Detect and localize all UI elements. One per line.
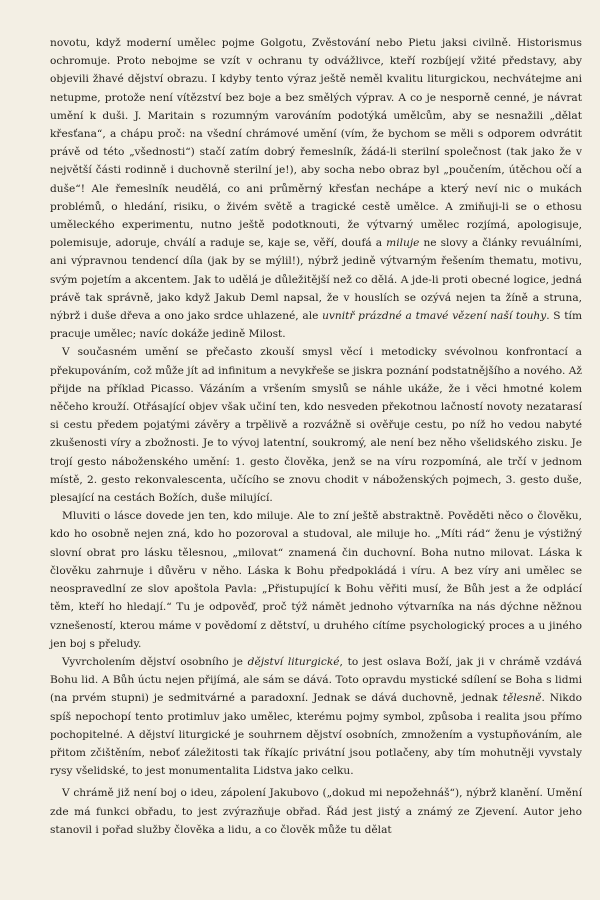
text-run: V chrámě již není boj o ideu, zápolení Jakubovo („dokud mi nepožehnáš“), nýbrž klanění. Umění zde má funkci obřadu, to jest zvýrazňuje obřad. Řád jest jistý a známý ze Zjevení. Autor jeho stanovil i pořad služby člověka a lidu, a co člověk může tu dělat xyxy=(50,787,582,836)
text-run: novotu, když moderní umělec pojme Golgotu, Zvěstování nebo Pietu jaksi civilně. Historismus ochromuje. Proto nebojme se vzít v ochranu ty odvážlivce, kteří rozbíjejí vžité představy, aby objevili žhavé dějství obrazu. I kdyby tento výraz ještě neměl kvalitu liturgickou, nechvátejme ani netupme, protože není vítězství bez boje a bez smělých výprav. A co je nesporně cenné, je návrat umění k duši. J. Maritain s rozumným varováním podotýká umělcům, aby se nesnažili „dělat křesťana“, a chápu proč: na všední chrámové umění (vím, že bychom se měli s odporem odvrátit právě od této „všednosti“) stačí zatím dobrý řemeslník, žádá-li sterilní společnost (tak jako že v největší části rodinně i duchovně sterilní je!), aby socha nebo obraz byl „poučením, útěchou očí a duše“! Ale řemeslník neudělá, co ani průměrný křesťan nechápe a který neví nic o mukách problémů, o hledání, risiku, o živém světě a tragické cestě umělce. A zmiňuji-li se o ethosu uměleckého experimentu, nutno ještě podotknouti, že výtvarný umělec rozjímá, apologisuje, polemisuje, adoruje, chválí a raduje se, kaje se, věří, doufá a xyxy=(50,37,582,250)
emphasis-text: uvnitř prázdné a tmavé vězení naší touhy xyxy=(322,310,547,323)
emphasis-text: miluje xyxy=(386,237,420,250)
emphasis-text: dějství liturgické xyxy=(247,655,340,668)
paragraph-4 xyxy=(50,653,582,780)
text-run: , to jest oslava Boží, jak ji v chrámě vzdává Bohu lid. A Bůh úctu nejen přijímá, ale sám se dává. Toto opravdu mystické sdílení se Boha s lidmi (na prvém stupni) je sedmitvárné a paradoxní. Jednak se dává duchovně, jednak xyxy=(50,655,582,705)
paragraph-1 xyxy=(50,34,582,343)
text-run: Vyvrcholením dějství osobního je xyxy=(62,655,248,668)
page-body xyxy=(50,34,582,839)
paragraph-3 xyxy=(50,507,582,653)
text-run: . S tím pracuje umělec; navíc dokáže jedině Milost. xyxy=(50,310,582,341)
paragraph-5 xyxy=(50,784,582,839)
text-run: V současném umění se přečasto zkouší smysl věcí i metodicky svévolnou konfrontací a překupováním, což může jít ad infinitum a nevykřeše se jiskra poznání podstatnějšího a nového. Až přijde na příklad Picasso. Vázáním a vršením smyslů se náhle ukáže, že i věci hmotné kolem něčeho krouží. Otřásající objev však učiní ten, kdo nesveden překotnou lačností novoty nezatarasí si cestu předem pojatými závěry a trpělivě a rozvážně si ověřuje cestu, po níž ho vedou nabyté zkušenosti víry a zbožnosti. Je to vývoj latentní, soukromý, ale není bez něho všelidského zisku. Je trojí gesto náboženského umění: 1. gesto člověka, jenž se na víru rozpomíná, ale trčí v jednom místě, 2. gesto rekonvalescenta, učícího se znovu chodit v náboženských pojmech, 3. gesto duše, plesající na cestách Božích, duše milující. xyxy=(50,346,582,505)
text-run: ne slovy a články revuálními, ani výpravnou tendencí díla (jak by se mýlil!), nýbrž jedině výtvarným řešením thematu, motivu, svým pojetím a akcentem. Jak to udělá je důležitější než co dělá. A jde-li proti obecné logice, jedná právě tak správně, jako když Jakub Deml napsal, že v houslích se ozývá nejen ta žíně a struna, nýbrž i duše dřeva a ono jako srdce uhlazené, ale xyxy=(50,237,583,323)
text-run: . Nikdo spíš nepochopí tento protimluv jako umělec, kterému pojmy symbol, způsoba i realita jsou přímo pochopitelné. A dějství liturgické je souhrnem dějství osobních, zmnožením a vystupňováním, ale přitom zčištěním, neboť záležitosti tak říkajíc privátní jsou potlačeny, aby tím mohutněji vyvstaly rysy všelidské, to jest monumentalita Lidstva jako celku. xyxy=(50,692,582,778)
text-run: Mluviti o lásce dovede jen ten, kdo miluje. Ale to zní ještě abstraktně. Pověděti něco o člověku, kdo ho osobně nejen zná, kdo ho pozoroval a studoval, ale miluje ho. „Míti rád“ ženu je výstižný slovní obrat pro lásku tělesnou, „milovat“ znamená čin duchovní. Boha nutno milovat. Láska k člověku zahrnuje i důvěru v něho. Láska k Bohu předpokládá i víru. A bez víry ani umělec se neospravedlní ze slov apoštola Pavla: „Přistupující k Bohu věřiti musí, že Bůh jest a že odplácí těm, kteří ho hledají.“ Tu je odpověď, proč týž námět jednoho výtvarníka na nás dýchne něžnou vznešeností, kterou máme v povědomí z dětství, u druhého cítíme psychologický proces a u jiného jen boj s přeludy. xyxy=(50,510,582,650)
emphasis-text: tělesně xyxy=(502,692,542,705)
paragraph-2 xyxy=(50,343,582,507)
